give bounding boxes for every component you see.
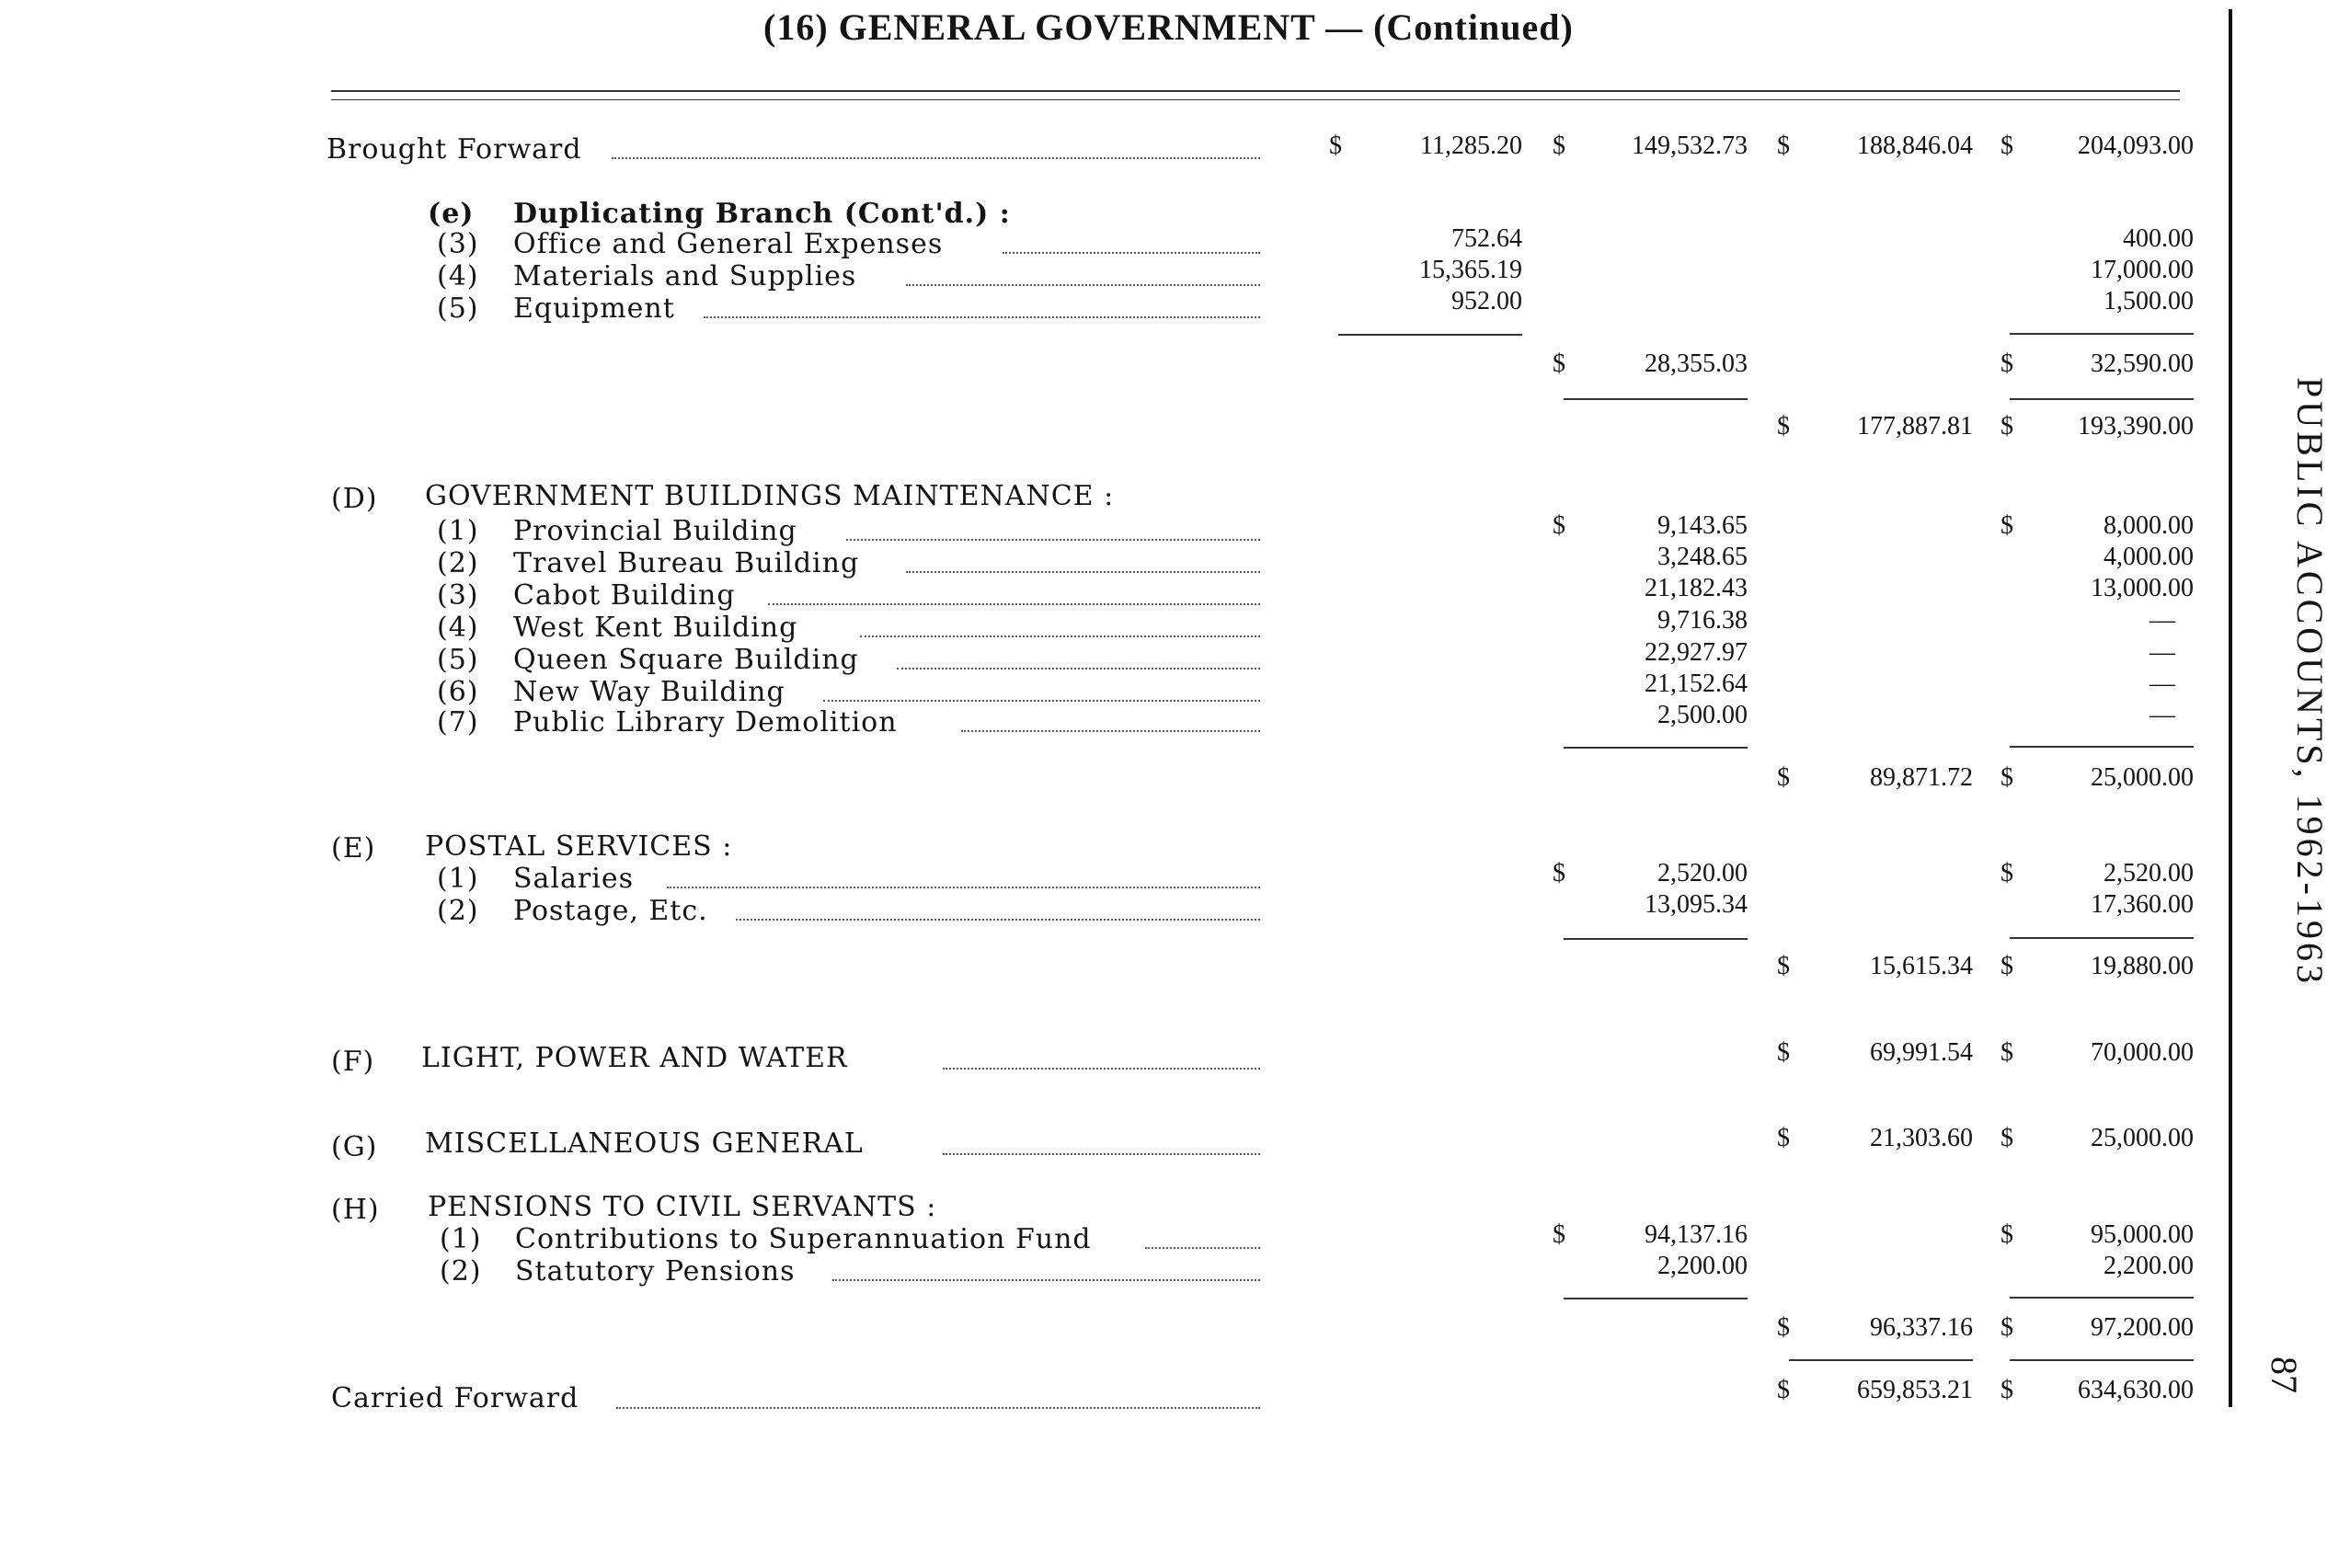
item-value: —: [2149, 606, 2175, 635]
section-total: 19,880.00: [2091, 952, 2194, 980]
item-value: —: [2149, 701, 2175, 729]
leader-dots: [1145, 1244, 1260, 1249]
item-value: 2,200.00: [1657, 1252, 1748, 1280]
item-number: (7): [437, 706, 479, 738]
item-value: 1,500.00: [2104, 287, 2194, 315]
item-number: (1): [437, 515, 479, 547]
currency-sign: $: [1553, 859, 1565, 887]
item-label: New Way Building: [513, 676, 785, 708]
item-number: (1): [437, 863, 479, 895]
running-title: PUBLIC ACCOUNTS, 1962-1963: [2289, 377, 2331, 987]
item-number: (5): [437, 644, 479, 676]
currency-sign: $: [1777, 1124, 1790, 1152]
brought-forward-c4: 204,093.00: [2078, 132, 2194, 160]
brought-forward-label: Brought Forward: [327, 133, 582, 166]
currency-sign: $: [1777, 952, 1790, 980]
currency-sign: $: [2000, 1376, 2013, 1404]
carried-forward-label: Carried Forward: [331, 1382, 579, 1414]
item-label: Materials and Supplies: [513, 260, 857, 292]
leader-dots: [961, 727, 1260, 732]
brought-forward-c2: 149,532.73: [1632, 132, 1748, 160]
item-label: Office and General Expenses: [513, 228, 944, 260]
currency-sign: $: [1777, 1376, 1790, 1404]
subtotal-value: 28,355.03: [1645, 349, 1748, 378]
currency-sign: $: [1777, 1313, 1790, 1342]
section-total: 21,303.60: [1870, 1124, 1973, 1152]
sum-line: [1564, 938, 1748, 940]
currency-sign: $: [2000, 511, 2013, 540]
item-label: Provincial Building: [513, 515, 797, 547]
item-value: 4,000.00: [2104, 543, 2194, 571]
section-heading: LIGHT, POWER AND WATER: [421, 1042, 848, 1074]
item-value: 21,182.43: [1645, 574, 1748, 602]
section-total: 69,991.54: [1870, 1038, 1973, 1067]
item-value: 9,143.65: [1657, 511, 1748, 540]
item-label: Queen Square Building: [513, 644, 859, 676]
sum-line: [2010, 1359, 2194, 1361]
currency-sign: $: [1553, 1220, 1565, 1249]
item-value: 17,360.00: [2091, 890, 2194, 919]
item-label: Statutory Pensions: [515, 1255, 796, 1288]
page-title: (16) GENERAL GOVERNMENT — (Continued): [763, 6, 1574, 48]
item-value: 752.64: [1451, 224, 1522, 253]
currency-sign: $: [1777, 1038, 1790, 1067]
item-value: 400.00: [2123, 224, 2194, 253]
sum-line: [1338, 334, 1522, 336]
item-number: (2): [440, 1255, 482, 1288]
item-label: Postage, Etc.: [513, 895, 708, 927]
section-total: 25,000.00: [2091, 1124, 2194, 1152]
currency-sign: $: [2000, 132, 2013, 160]
currency-sign: $: [2000, 1313, 2013, 1342]
item-value: 2,500.00: [1657, 701, 1748, 729]
item-value: 952.00: [1451, 287, 1522, 315]
item-value: 94,137.16: [1645, 1220, 1748, 1249]
item-value: 13,095.34: [1645, 890, 1748, 919]
sum-line: [1564, 398, 1748, 400]
leader-dots: [667, 884, 1260, 888]
currency-sign: $: [2000, 349, 2013, 378]
currency-sign: $: [1553, 132, 1565, 160]
leader-dots: [832, 1276, 1260, 1281]
section-heading: PENSIONS TO CIVIL SERVANTS :: [428, 1191, 937, 1223]
leader-dots: [736, 916, 1260, 921]
item-number: (5): [437, 292, 479, 325]
section-heading: GOVERNMENT BUILDINGS MAINTENANCE :: [425, 480, 1115, 512]
sum-line: [2010, 1297, 2194, 1299]
leader-dots: [943, 1065, 1260, 1070]
sum-line: [2010, 746, 2194, 748]
leader-dots: [846, 536, 1260, 541]
item-label: Equipment: [513, 292, 675, 325]
currency-sign: $: [1777, 132, 1790, 160]
brought-forward-c1: 11,285.20: [1420, 132, 1522, 160]
carried-forward-c4: 634,630.00: [2078, 1376, 2194, 1404]
section-letter: (G): [331, 1131, 378, 1163]
item-number: (1): [440, 1223, 482, 1255]
currency-sign: $: [2000, 1220, 2013, 1249]
item-value: 8,000.00: [2104, 511, 2194, 540]
item-value: 22,927.97: [1645, 638, 1748, 667]
item-value: 17,000.00: [2091, 256, 2194, 284]
currency-sign: $: [1777, 412, 1790, 441]
section-heading: MISCELLANEOUS GENERAL: [425, 1127, 864, 1160]
section-total: 70,000.00: [2091, 1038, 2194, 1067]
brought-forward-c3: 188,846.04: [1857, 132, 1973, 160]
section-total: 25,000.00: [2091, 763, 2194, 792]
section-letter: (E): [331, 832, 376, 864]
item-label: Contributions to Superannuation Fund: [515, 1223, 1092, 1255]
section-total: 177,887.81: [1857, 412, 1973, 441]
page-number: 87: [2264, 1356, 2305, 1393]
currency-sign: $: [2000, 412, 2013, 441]
item-label: West Kent Building: [513, 612, 798, 644]
item-number: (2): [437, 895, 479, 927]
header-rule-bottom: [331, 99, 2180, 100]
margin-rule: [2229, 9, 2232, 1407]
item-value: —: [2149, 670, 2175, 698]
item-number: (3): [437, 579, 479, 612]
section-heading: Duplicating Branch (Cont'd.) :: [513, 198, 1011, 230]
sum-line: [1564, 747, 1748, 749]
leader-dots: [906, 568, 1260, 573]
leader-dots: [1003, 249, 1260, 254]
section-letter: (D): [331, 483, 378, 515]
section-total: 96,337.16: [1870, 1313, 1973, 1342]
item-value: 3,248.65: [1657, 543, 1748, 571]
currency-sign: $: [1553, 349, 1565, 378]
leader-dots: [612, 155, 1260, 159]
currency-sign: $: [2000, 1038, 2013, 1067]
leader-dots: [860, 633, 1260, 637]
item-number: (3): [437, 228, 479, 260]
currency-sign: $: [2000, 763, 2013, 792]
item-number: (4): [437, 260, 479, 292]
item-value: 9,716.38: [1657, 606, 1748, 635]
item-value: 13,000.00: [2091, 574, 2194, 602]
item-value: 2,520.00: [2104, 859, 2194, 887]
item-value: 2,520.00: [1657, 859, 1748, 887]
item-number: (6): [437, 676, 479, 708]
section-letter: (H): [331, 1194, 380, 1226]
section-total: 15,615.34: [1870, 952, 1973, 980]
sum-line: [2010, 398, 2194, 400]
section-total: 193,390.00: [2078, 412, 2194, 441]
leader-dots: [823, 697, 1260, 702]
leader-dots: [616, 1404, 1260, 1409]
currency-sign: $: [2000, 1124, 2013, 1152]
currency-sign: $: [2000, 952, 2013, 980]
leader-dots: [704, 314, 1260, 318]
carried-forward-c3: 659,853.21: [1857, 1376, 1973, 1404]
sum-line: [1564, 1298, 1748, 1299]
item-label: Cabot Building: [513, 579, 736, 612]
section-letter: (F): [331, 1046, 375, 1078]
item-value: 21,152.64: [1645, 670, 1748, 698]
item-number: (2): [437, 547, 479, 579]
item-label: Public Library Demolition: [513, 706, 898, 738]
currency-sign: $: [2000, 859, 2013, 887]
item-value: —: [2149, 638, 2175, 667]
leader-dots: [897, 665, 1260, 670]
currency-sign: $: [1553, 511, 1565, 540]
section-heading: POSTAL SERVICES :: [425, 830, 733, 863]
section-total: 97,200.00: [2091, 1313, 2194, 1342]
subtotal-value: 32,590.00: [2091, 349, 2194, 378]
item-value: 15,365.19: [1419, 256, 1522, 284]
section-total: 89,871.72: [1870, 763, 1973, 792]
item-label: Travel Bureau Building: [513, 547, 860, 579]
leader-dots: [768, 601, 1260, 605]
section-letter: (e): [428, 198, 475, 230]
leader-dots: [906, 281, 1260, 286]
item-value: 2,200.00: [2104, 1252, 2194, 1280]
currency-sign: $: [1329, 132, 1342, 160]
leader-dots: [943, 1150, 1260, 1155]
currency-sign: $: [1777, 763, 1790, 792]
header-rule-top: [331, 90, 2180, 92]
sum-line: [2010, 937, 2194, 939]
item-label: Salaries: [513, 863, 635, 895]
sum-line: [2010, 333, 2194, 335]
item-value: 95,000.00: [2091, 1220, 2194, 1249]
sum-line: [1789, 1359, 1973, 1361]
item-number: (4): [437, 612, 479, 644]
